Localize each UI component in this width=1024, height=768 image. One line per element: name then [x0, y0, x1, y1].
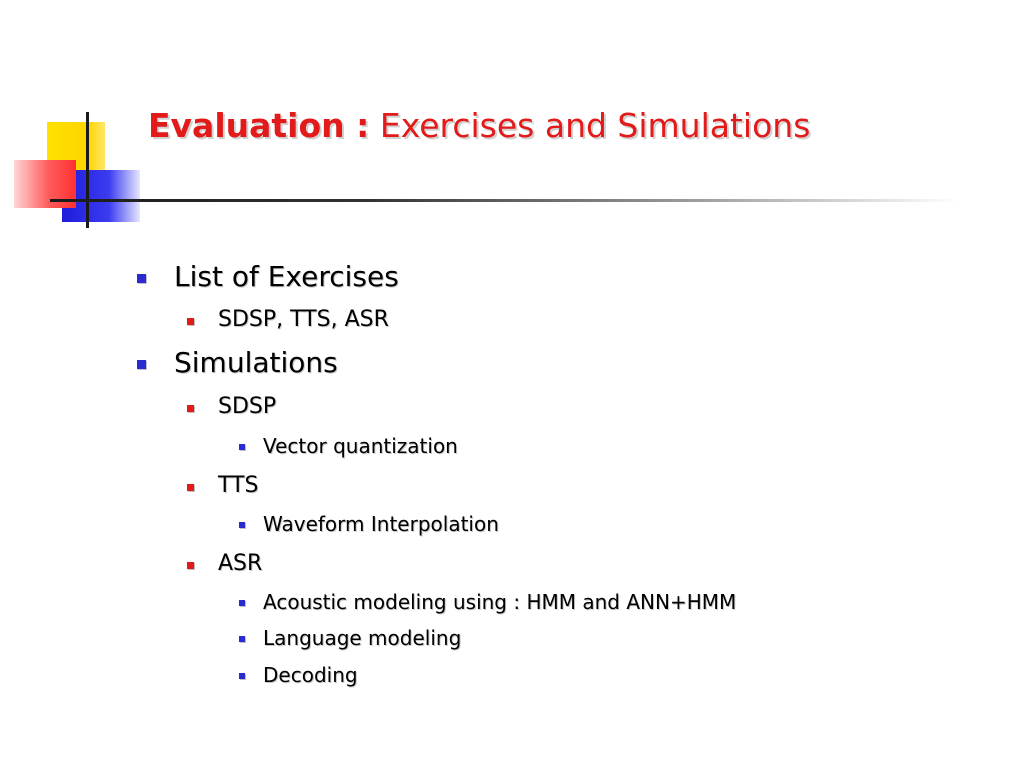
bullet-item — [263, 663, 358, 687]
bullet-text: TTS — [218, 473, 259, 498]
slide-title-rest: Exercises and Simulations — [379, 106, 811, 145]
square-bullet-icon — [239, 444, 245, 450]
bullet-item — [218, 307, 389, 332]
square-bullet-icon — [239, 600, 245, 606]
square-bullet-icon — [239, 636, 245, 642]
square-bullet-icon — [187, 562, 194, 569]
bullet-text: SDSP — [218, 394, 277, 419]
bullet-item — [263, 590, 736, 614]
bullet-text: Vector quantization — [263, 434, 458, 458]
bullet-item — [263, 434, 458, 458]
square-bullet-icon — [137, 274, 146, 283]
bullet-item — [174, 346, 338, 379]
square-bullet-icon — [239, 673, 245, 679]
bullet-text: Waveform Interpolation — [263, 512, 499, 536]
square-bullet-icon — [187, 484, 194, 491]
slide-title-bold: Evaluation : — [148, 106, 370, 145]
square-bullet-icon — [187, 405, 194, 412]
square-bullet-icon — [187, 318, 194, 325]
square-bullet-icon — [239, 522, 245, 528]
bullet-text: List of Exercises — [174, 260, 399, 293]
bullet-item — [263, 512, 499, 536]
bullet-item — [218, 394, 276, 419]
bullet-text: SDSP, TTS, ASR — [218, 307, 389, 332]
bullet-text: Language modeling — [263, 626, 462, 650]
bullet-item — [218, 551, 262, 576]
square-bullet-icon — [137, 360, 146, 369]
bullet-item — [218, 473, 258, 498]
bullet-text: Decoding — [263, 663, 358, 687]
bullet-item — [174, 260, 399, 293]
bullet-text: Simulations — [174, 346, 338, 379]
bullet-text: ASR — [218, 551, 263, 576]
bullet-text: Acoustic modeling using : HMM and ANN+HMM — [263, 590, 737, 614]
bullet-item — [263, 626, 461, 650]
